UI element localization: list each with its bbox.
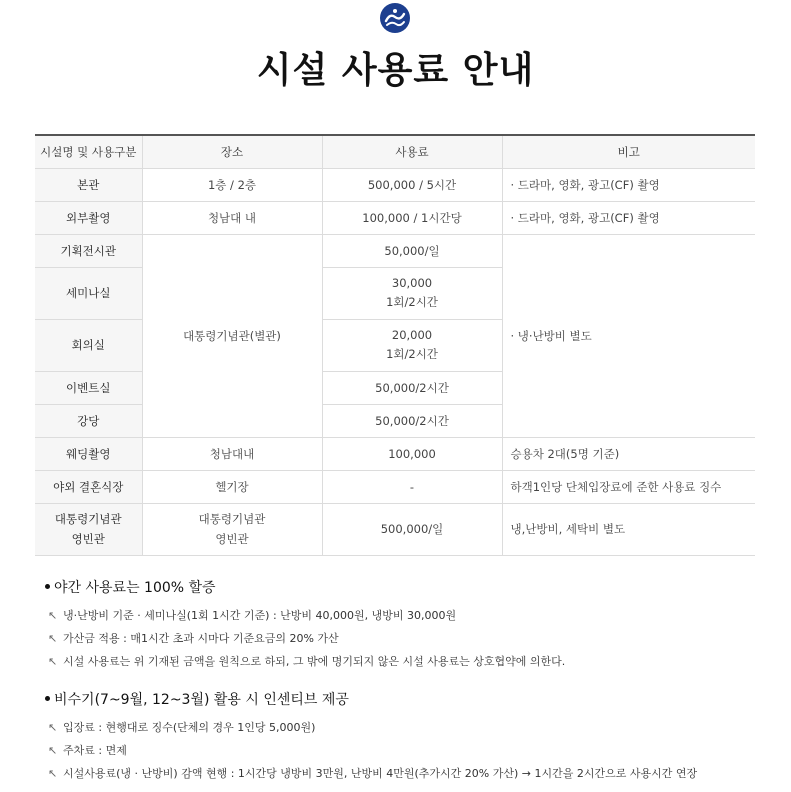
list-item-text: 가산금 적용 : 매1시간 초과 시마다 기준요금의 20% 가산: [63, 632, 339, 645]
facility-name: 외부촬영: [35, 201, 142, 234]
header-facility: 시설명 및 사용구분: [35, 135, 142, 168]
facility-fee: [322, 319, 502, 371]
facility-name: 회의실: [35, 319, 142, 371]
arrow-icon: ↖: [48, 609, 58, 622]
arrow-icon: ↖: [48, 744, 58, 757]
facility-fee: 100,000: [322, 437, 502, 470]
facility-fee: 500,000 / 5시간: [322, 168, 502, 201]
section-title: [45, 689, 697, 709]
facility-place-line1: 대통령기념관: [198, 512, 266, 526]
facility-note: · 냉·난방비 별도: [502, 234, 755, 437]
facility-place: 청남대 내: [142, 201, 322, 234]
list-item-text: 냉·난방비 기준 · 세미나실(1회 1시간 기준) : 난방비 40,000원, 냉방비 30,000원: [63, 609, 457, 622]
facility-note: 냉,난방비, 세탁비 별도: [502, 503, 755, 555]
list-item-text: 시설사용료(냉 · 난방비) 감액 현행 : 1시간당 냉방비 3만원, 난방비 4만원(추가시간 20% 가산) → 1시간을 2시간으로 사용시간 연장: [63, 767, 698, 780]
table-row: [35, 234, 755, 267]
list-item: [45, 604, 565, 627]
night-surcharge-section: [45, 577, 565, 673]
facility-name: 세미나실: [35, 267, 142, 319]
facility-fee: 50,000/일: [322, 234, 502, 267]
facility-place: 헬기장: [142, 470, 322, 503]
facility-note: 승용차 2대(5명 기준): [502, 437, 755, 470]
table-row: [35, 201, 755, 234]
section-title: [45, 577, 565, 597]
list-item-text: 입장료 : 현행대로 징수(단체의 경우 1인당 5,000원): [63, 721, 316, 734]
list-item-text: 시설 사용료는 위 기재된 금액을 원칙으로 하되, 그 밖에 명기되지 않은 시설 사용료는 상호협약에 의한다.: [63, 655, 566, 668]
table-row: [35, 470, 755, 503]
facility-place-line2: 영빈관: [215, 532, 249, 546]
emblem-icon: [380, 3, 410, 33]
bullet-dot: [45, 696, 50, 701]
arrow-icon: ↖: [48, 767, 58, 780]
facility-name: 강당: [35, 404, 142, 437]
facility-note: · 드라마, 영화, 광고(CF) 촬영: [502, 201, 755, 234]
table-header-row: [35, 135, 755, 168]
facility-fee: 500,000/일: [322, 503, 502, 555]
list-item: [45, 627, 565, 650]
arrow-icon: ↖: [48, 721, 58, 734]
list-item: [45, 739, 697, 762]
facility-place: 1층 / 2층: [142, 168, 322, 201]
fee-amount: 30,000: [391, 276, 433, 290]
facility-name-line2: 영빈관: [71, 532, 105, 546]
off-season-section: [45, 689, 697, 785]
fee-unit: 1회/2시간: [386, 295, 438, 309]
bullet-dot: [45, 584, 50, 589]
header-note: 비고: [502, 135, 755, 168]
fee-unit: 1회/2시간: [386, 347, 438, 361]
fee-table: [35, 134, 755, 556]
facility-name-line1: 대통령기념관: [54, 512, 122, 526]
table-row: [35, 503, 755, 555]
facility-note: · 드라마, 영화, 광고(CF) 촬영: [502, 168, 755, 201]
facility-name: 이벤트실: [35, 371, 142, 404]
list-item: [45, 716, 697, 739]
facility-name: 웨딩촬영: [35, 437, 142, 470]
table-row: [35, 437, 755, 470]
section-title-text: 야간 사용료는 100% 할증: [54, 580, 216, 596]
facility-fee: 50,000/2시간: [322, 371, 502, 404]
facility-name: 야외 결혼식장: [35, 470, 142, 503]
list-item: [45, 762, 697, 785]
arrow-icon: ↖: [48, 655, 58, 668]
list-item: [45, 650, 565, 673]
facility-fee: -: [322, 470, 502, 503]
page-title: 시설 사용료 안내: [256, 49, 535, 91]
header-fee: 사용료: [322, 135, 502, 168]
header-place: 장소: [142, 135, 322, 168]
table-row: [35, 168, 755, 201]
facility-fee: 50,000/2시간: [322, 404, 502, 437]
facility-fee: 100,000 / 1시간당: [322, 201, 502, 234]
arrow-icon: ↖: [48, 632, 58, 645]
facility-name: [35, 503, 142, 555]
facility-name: 본관: [35, 168, 142, 201]
section-title-text: 비수기(7~9월, 12~3월) 활용 시 인센티브 제공: [54, 692, 349, 708]
fee-amount: 20,000: [391, 328, 433, 342]
facility-place: 대통령기념관(별관): [142, 234, 322, 437]
bullet-list: [45, 716, 697, 785]
list-item-text: 주차료 : 면제: [63, 744, 127, 757]
facility-place: 청남대내: [142, 437, 322, 470]
facility-fee: [322, 267, 502, 319]
facility-name: 기획전시관: [35, 234, 142, 267]
facility-note: 하객1인당 단체입장료에 준한 사용료 징수: [502, 470, 755, 503]
facility-place: [142, 503, 322, 555]
bullet-list: [45, 604, 565, 673]
